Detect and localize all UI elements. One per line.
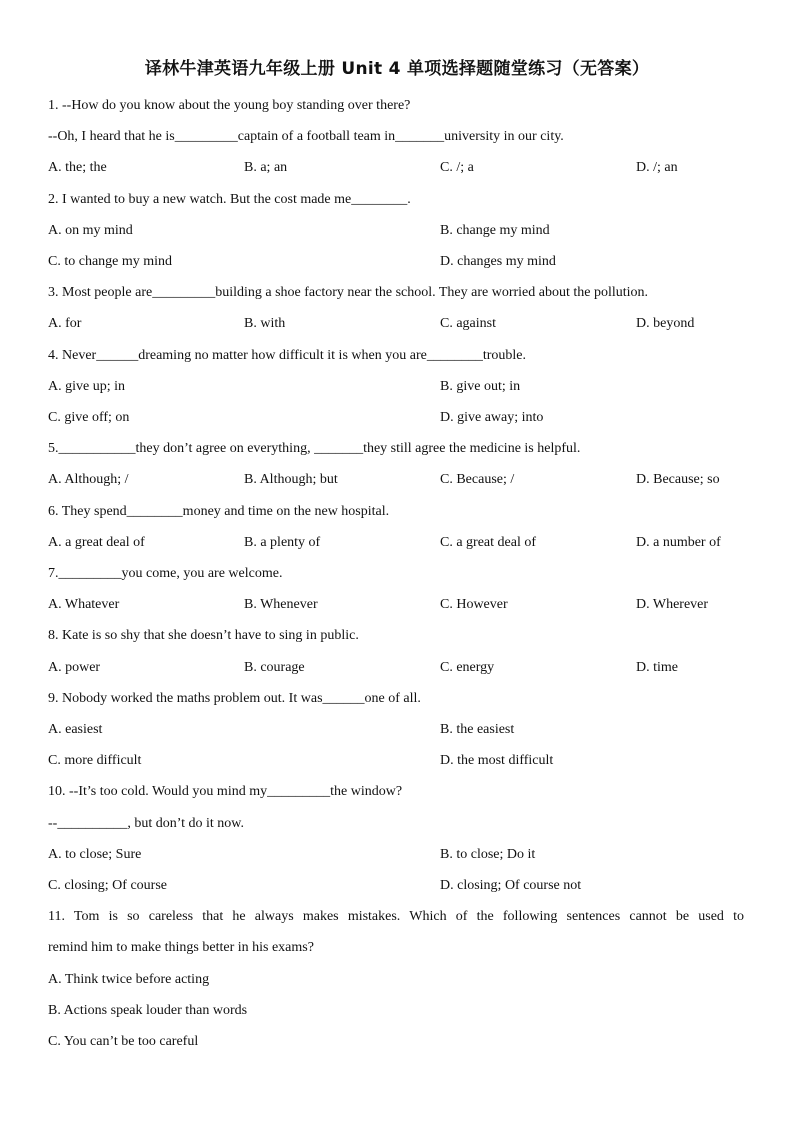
question-5-option-c: C. Because; / bbox=[440, 472, 515, 487]
question-3-option-b: B. with bbox=[244, 316, 286, 331]
question-11-option-c: C. You can’t be too careful bbox=[48, 1034, 199, 1049]
question-2-option-c: C. to change my mind bbox=[48, 254, 173, 269]
question-10-option-b: B. to close; Do it bbox=[440, 847, 536, 862]
question-3-option-c: C. against bbox=[440, 316, 496, 331]
question-7-option-b: B. Whenever bbox=[244, 597, 318, 612]
question-6-option-d: D. a number of bbox=[636, 535, 721, 550]
question-8-option-d: D. time bbox=[636, 660, 678, 675]
question-7-option-c: C. However bbox=[440, 597, 508, 612]
question-8-option-c: C. energy bbox=[440, 660, 495, 675]
question-8-option-a: A. power bbox=[48, 660, 101, 675]
question-11-stem: 11. Tom is so careless that he always makes mistakes. Which of the following sentences cannot be used to bbox=[48, 909, 744, 924]
question-10-stem-line-2: --__________, but don’t do it now. bbox=[48, 816, 244, 831]
question-2-option-d: D. changes my mind bbox=[440, 254, 556, 269]
question-6-option-a: A. a great deal of bbox=[48, 535, 145, 550]
page-title: 译林牛津英语九年级上册 Unit 4 单项选择题随堂练习（无答案） bbox=[144, 59, 650, 79]
question-3-stem: 3. Most people are_________building a shoe factory near the school. They are worried about the pollution. bbox=[48, 285, 649, 300]
question-1-option-b: B. a; an bbox=[244, 160, 288, 175]
question-7-option-d: D. Wherever bbox=[636, 597, 709, 612]
question-11-stem-line-2: remind him to make things better in his exams? bbox=[48, 940, 314, 955]
question-10-option-d: D. closing; Of course not bbox=[440, 878, 582, 893]
question-9-option-c: C. more difficult bbox=[48, 753, 142, 768]
question-1-option-d: D. /; an bbox=[636, 160, 678, 175]
question-1-option-c: C. /; a bbox=[440, 160, 474, 175]
question-3-option-d: D. beyond bbox=[636, 316, 695, 331]
question-1-stem: 1. --How do you know about the young boy standing over there? bbox=[48, 98, 411, 113]
question-4-option-a: A. give up; in bbox=[48, 379, 125, 394]
question-5-option-a: A. Although; / bbox=[48, 472, 129, 487]
question-6-option-b: B. a plenty of bbox=[244, 535, 321, 550]
question-4-stem: 4. Never______dreaming no matter how difficult it is when you are________trouble. bbox=[48, 348, 526, 363]
question-9-option-d: D. the most difficult bbox=[440, 753, 554, 768]
question-10-option-c: C. closing; Of course bbox=[48, 878, 167, 893]
question-8-stem: 8. Kate is so shy that she doesn’t have to sing in public. bbox=[48, 628, 359, 643]
question-11-option-a: A. Think twice before acting bbox=[48, 972, 210, 987]
question-11-option-b: B. Actions speak louder than words bbox=[48, 1003, 248, 1018]
question-7-stem: 7._________you come, you are welcome. bbox=[48, 566, 283, 581]
question-6-stem: 6. They spend________money and time on the new hospital. bbox=[48, 504, 390, 519]
question-1-option-a: A. the; the bbox=[48, 160, 107, 175]
question-2-stem: 2. I wanted to buy a new watch. But the cost made me________. bbox=[48, 192, 411, 207]
question-4-option-c: C. give off; on bbox=[48, 410, 130, 425]
question-8-option-b: B. courage bbox=[244, 660, 305, 675]
question-4-option-b: B. give out; in bbox=[440, 379, 521, 394]
question-3-option-a: A. for bbox=[48, 316, 82, 331]
question-6-option-c: C. a great deal of bbox=[440, 535, 537, 550]
question-10-option-a: A. to close; Sure bbox=[48, 847, 142, 862]
question-5-option-d: D. Because; so bbox=[636, 472, 720, 487]
question-9-option-a: A. easiest bbox=[48, 722, 103, 737]
question-5-option-b: B. Although; but bbox=[244, 472, 338, 487]
question-9-stem: 9. Nobody worked the maths problem out. It was______one of all. bbox=[48, 691, 421, 706]
question-7-option-a: A. Whatever bbox=[48, 597, 120, 612]
question-5-stem: 5.___________they don’t agree on everything, _______they still agree the medicine is helpful. bbox=[48, 441, 581, 456]
question-9-option-b: B. the easiest bbox=[440, 722, 515, 737]
question-4-option-d: D. give away; into bbox=[440, 410, 544, 425]
question-10-stem: 10. --It’s too cold. Would you mind my_________the window? bbox=[48, 784, 403, 799]
question-2-option-b: B. change my mind bbox=[440, 223, 550, 238]
question-2-option-a: A. on my mind bbox=[48, 223, 133, 238]
question-1-stem-line-2: --Oh, I heard that he is_________captain of a football team in_______university in our city. bbox=[48, 129, 564, 144]
